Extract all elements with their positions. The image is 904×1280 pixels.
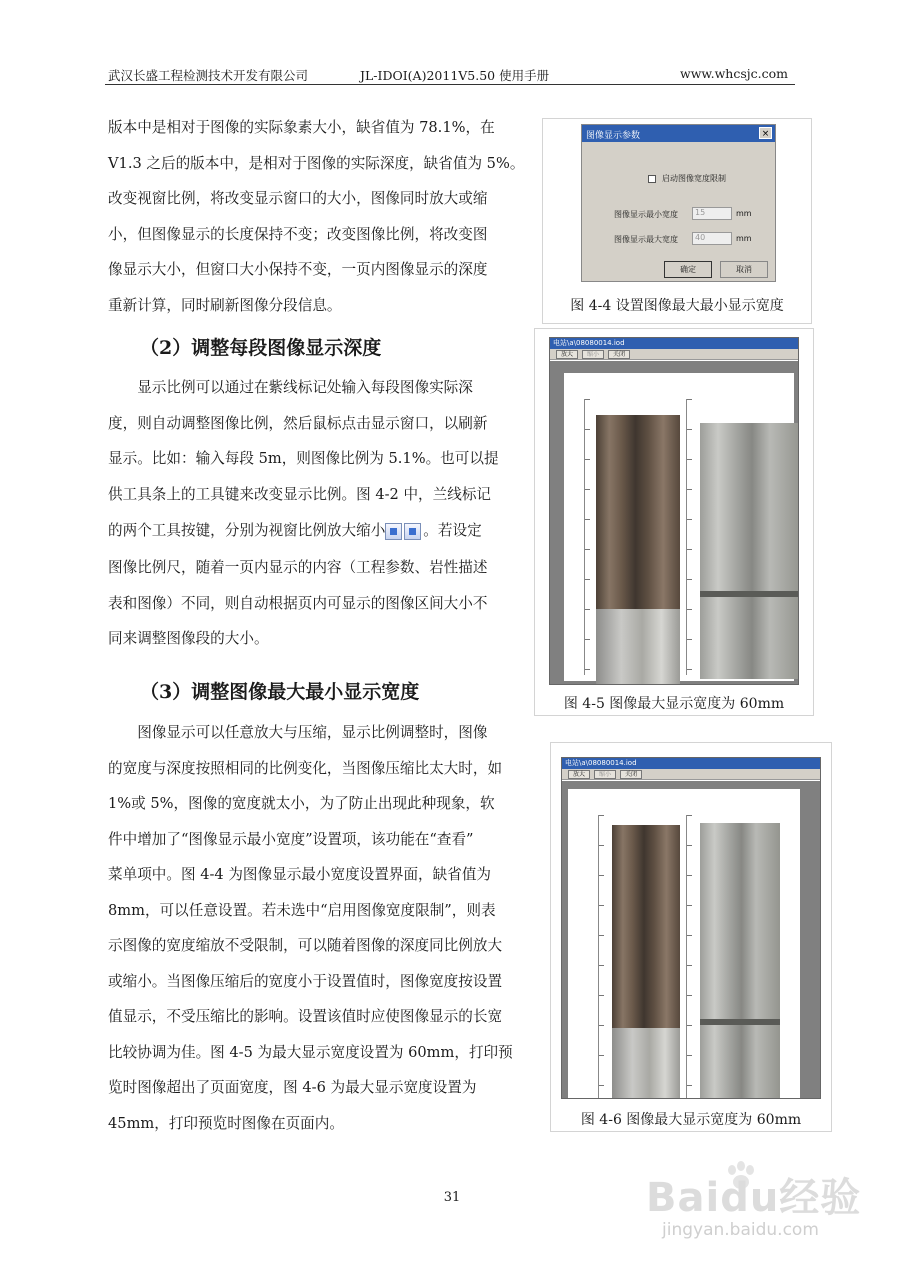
header-company: 武汉长盛工程检测技术开发有限公司 bbox=[108, 68, 309, 83]
window-toolbar bbox=[562, 769, 820, 780]
text-line: 图像显示可以任意放大与压缩，显示比例调整时，图像 bbox=[137, 724, 488, 741]
figure-4-6 bbox=[550, 742, 832, 1132]
unit-label: mm bbox=[736, 234, 752, 243]
watermark-brand: Baidu经验 bbox=[646, 1175, 862, 1221]
figure-caption: 图 4-4 设置图像最大最小显示宽度 bbox=[570, 298, 784, 314]
preview-area bbox=[562, 781, 820, 1098]
paragraph-2 bbox=[108, 370, 538, 657]
section-heading-2: （2）调整每段图像显示深度 bbox=[140, 337, 382, 359]
text-line: 像显示大小，但窗口大小保持不变，一页内图像显示的深度 bbox=[108, 261, 488, 278]
text-line: 的宽度与深度按照相同的比例变化，当图像压缩比太大时，如 bbox=[108, 759, 503, 777]
viewer-window bbox=[561, 757, 821, 1099]
text-line: 或缩小。当图像压缩后的宽度小于设置值时，图像宽度按设置 bbox=[108, 972, 503, 990]
min-width-label: 图像显示最小宽度 bbox=[614, 210, 678, 219]
text-fragment: 。若设定 bbox=[423, 522, 482, 539]
text-line: 值显示，不受压缩比的影响。设置该值时应使图像显示的长宽 bbox=[108, 1008, 503, 1025]
text-line: V1.3 之后的版本中，是相对于图像的实际深度，缺省值为 5%。 bbox=[108, 154, 525, 172]
core-image-1 bbox=[596, 415, 680, 685]
text-line: 比较协调为佳。图 4-5 为最大显示宽度设置为 60mm，打印预 bbox=[108, 1043, 513, 1061]
core-light-band bbox=[596, 609, 680, 685]
header-rule bbox=[105, 84, 795, 85]
close-icon[interactable]: × bbox=[759, 127, 772, 139]
zoom-in-button[interactable]: 放大 bbox=[568, 770, 590, 779]
checkbox-label: 启动图像宽度限制 bbox=[662, 174, 726, 183]
min-width-input[interactable]: 15 bbox=[692, 207, 732, 220]
window-title: 电站\a\08080014.iod bbox=[550, 338, 798, 349]
text-line: 版本中是相对于图像的实际象素大小，缺省值为 78.1%，在 bbox=[108, 119, 495, 136]
depth-ruler bbox=[598, 815, 610, 1099]
text-line: 件中增加了“图像显示最小宽度”设置项，该功能在“查看” bbox=[108, 830, 474, 848]
text-line: 示图像的宽度缩放不受限制，可以随着图像的深度同比例放大 bbox=[108, 937, 503, 954]
text-line: 同来调整图像段的大小。 bbox=[108, 630, 269, 647]
figure-caption: 图 4-5 图像最大显示宽度为 60mm bbox=[563, 696, 785, 712]
baidu-watermark bbox=[640, 1158, 880, 1258]
close-button[interactable]: 关闭 bbox=[608, 350, 630, 359]
cancel-button[interactable]: 取消 bbox=[720, 261, 768, 278]
text-line: 改变视窗比例，将改变显示窗口的大小，图像同时放大或缩 bbox=[108, 190, 488, 207]
enable-width-limit-checkbox[interactable] bbox=[648, 173, 726, 184]
core-image-2 bbox=[700, 423, 799, 679]
text-line: 小，但图像显示的长度保持不变；改变图像比例，将改变图 bbox=[108, 225, 488, 243]
figure-caption: 图 4-6 图像最大显示宽度为 60mm bbox=[580, 1112, 802, 1128]
viewer-window bbox=[549, 337, 799, 685]
core-dark-band bbox=[700, 1019, 780, 1025]
preview-area bbox=[550, 361, 798, 684]
page-number: 31 bbox=[443, 1190, 461, 1205]
figure-4-5 bbox=[534, 328, 814, 716]
depth-ruler bbox=[686, 815, 698, 1099]
header-manual: JL-IDOI(A)2011V5.50 使用手册 bbox=[360, 68, 550, 83]
text-line: 菜单项中。图 4-4 为图像显示最小宽度设置界面，缺省值为 bbox=[108, 866, 492, 883]
text-line: 显示。比如：输入每段 5m，则图像比例为 5.1%。也可以提 bbox=[108, 450, 499, 467]
depth-ruler bbox=[686, 399, 698, 675]
dialog-image-display-params bbox=[581, 124, 776, 282]
print-page bbox=[564, 373, 794, 681]
max-width-input[interactable]: 40 bbox=[692, 232, 732, 245]
unit-label: mm bbox=[736, 209, 752, 218]
dialog-title: 图像显示参数 bbox=[582, 125, 775, 142]
text-line: 图像比例尺，随着一页内显示的内容（工程参数、岩性描述 bbox=[108, 559, 488, 576]
depth-ruler bbox=[584, 399, 596, 675]
text-line-with-icons bbox=[108, 512, 538, 550]
text-line: 1%或 5%，图像的宽度就太小，为了防止出现此种现象，软 bbox=[108, 795, 495, 812]
text-line: 重新计算，同时刷新图像分段信息。 bbox=[108, 296, 342, 314]
text-line: 度，则自动调整图像比例，然后鼠标点击显示窗口，以刷新 bbox=[108, 414, 488, 432]
max-width-row bbox=[614, 233, 752, 245]
print-page bbox=[568, 789, 800, 1099]
text-line: 8mm，可以任意设置。若未选中“启用图像宽度限制”，则表 bbox=[108, 901, 496, 919]
close-button[interactable]: 关闭 bbox=[620, 770, 642, 779]
core-image-2 bbox=[700, 823, 780, 1099]
figure-4-4 bbox=[542, 118, 812, 324]
page-header bbox=[108, 66, 788, 84]
text-line: 显示比例可以通过在紫线标记处输入每段图像实际深 bbox=[137, 379, 473, 396]
paragraph-1 bbox=[108, 110, 538, 323]
min-width-row bbox=[614, 208, 752, 220]
window-title: 电站\a\08080014.iod bbox=[562, 758, 820, 769]
checkbox-box[interactable] bbox=[648, 175, 656, 183]
window-toolbar bbox=[550, 349, 798, 360]
max-width-label: 图像显示最大宽度 bbox=[614, 235, 678, 244]
text-line: 供工具条上的工具键来改变显示比例。图 4-2 中，兰线标记 bbox=[108, 485, 492, 503]
text-fragment: 的两个工具按键，分别为视窗比例放大缩小 bbox=[108, 522, 386, 539]
header-website: www.whcsjc.com bbox=[680, 66, 788, 81]
paragraph-3 bbox=[108, 715, 538, 1141]
core-dark-band bbox=[700, 591, 799, 597]
zoom-out-button[interactable]: 缩小 bbox=[594, 770, 616, 779]
text-line: 45mm，打印预览时图像在页面内。 bbox=[108, 1114, 344, 1132]
watermark-url: jingyan.baidu.com bbox=[662, 1220, 819, 1240]
core-image-1 bbox=[612, 825, 680, 1099]
text-line: 览时图像超出了页面宽度，图 4-6 为最大显示宽度设置为 bbox=[108, 1079, 477, 1096]
zoom-out-button[interactable]: 缩小 bbox=[582, 350, 604, 359]
section-heading-3: （3）调整图像最大最小显示宽度 bbox=[140, 681, 420, 703]
zoom-in-button[interactable]: 放大 bbox=[556, 350, 578, 359]
zoom-out-icon bbox=[404, 523, 421, 540]
core-light-band bbox=[612, 1028, 680, 1099]
zoom-in-icon bbox=[385, 523, 402, 540]
ok-button[interactable]: 确定 bbox=[664, 261, 712, 278]
text-line: 表和图像）不同，则自动根据页内可显示的图像区间大小不 bbox=[108, 594, 488, 612]
